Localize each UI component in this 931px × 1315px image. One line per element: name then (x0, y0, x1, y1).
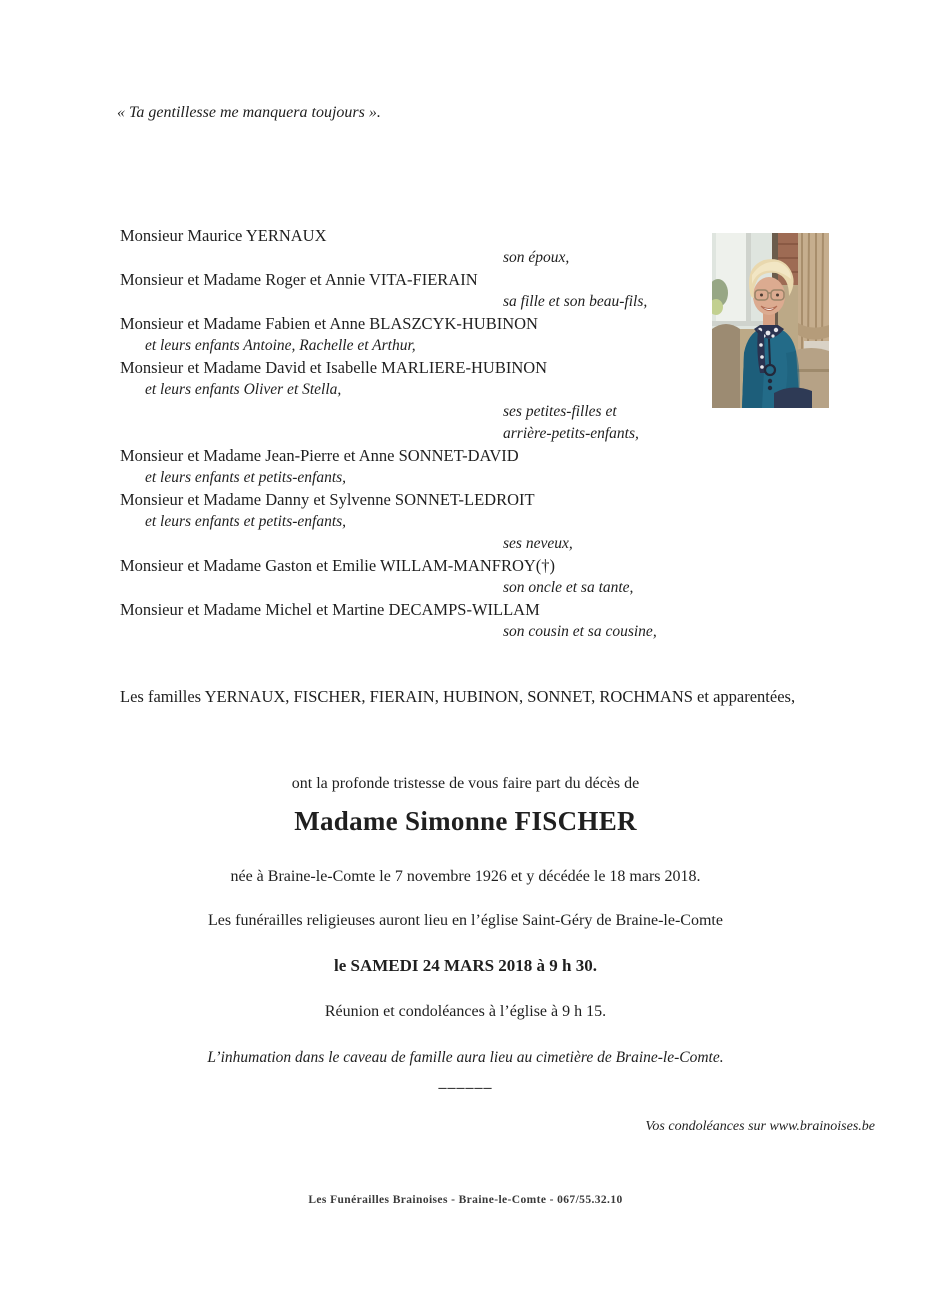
family-line: Monsieur et Madame Jean-Pierre et Anne SONNET-DAVID (120, 446, 519, 465)
family-line: Monsieur et Madame Danny et Sylvenne SONNET-LEDROIT (120, 490, 535, 509)
family-line: son oncle et sa tante, (503, 579, 634, 596)
separator-line: ______ (438, 1074, 493, 1091)
family-line: et leurs enfants et petits-enfants, (145, 513, 347, 530)
family-line: ses neveux, (503, 535, 573, 552)
deceased-name: Madame Simonne FISCHER (294, 806, 637, 836)
family-line: ses petites-filles et (503, 403, 617, 420)
family-line: Monsieur et Madame Michel et Martine DECAMPS-WILLAM (120, 600, 540, 619)
birth-death-line: née à Braine-le-Comte le 7 novembre 1926 et y décédée le 18 mars 2018. (230, 868, 701, 885)
family-line: et leurs enfants Antoine, Rachelle et Arthur, (145, 337, 416, 354)
portrait-photo-illustration (712, 233, 829, 408)
family-line: sa fille et son beau-fils, (503, 293, 648, 310)
family-line: et leurs enfants et petits-enfants, (145, 469, 347, 486)
family-line: Monsieur et Madame Gaston et Emilie WILLAM-MANFROY(†) (120, 556, 556, 575)
burial-line: L’inhumation dans le caveau de famille aura lieu au cimetière de Braine-le-Comte. (207, 1049, 724, 1066)
family-line: et leurs enfants Oliver et Stella, (145, 381, 342, 398)
gathering-line: Réunion et condoléances à l’église à 9 h 15. (324, 1003, 607, 1020)
announcement-intro: ont la profonde tristesse de vous faire part du décès de (291, 775, 640, 792)
funeral-line: Les funérailles religieuses auront lieu en l’église Saint-Géry de Braine-le-Comte (208, 912, 723, 929)
family-list (120, 225, 700, 643)
family-line: Monsieur et Madame Roger et Annie VITA-FIERAIN (120, 270, 478, 289)
family-line: Monsieur et Madame Fabien et Anne BLASZCYK-HUBINON (120, 314, 538, 333)
memorial-quote: « Ta gentillesse me manquera toujours ». (117, 104, 381, 121)
funeral-date-line: le SAMEDI 24 MARS 2018 à 9 h 30. (333, 956, 598, 975)
funeral-home-footer: Les Funérailles Brainoises - Braine-le-Comte - 067/55.32.10 (308, 1194, 623, 1206)
family-line: son époux, (503, 249, 570, 266)
family-line: Monsieur et Madame David et Isabelle MARLIERE-HUBINON (120, 358, 548, 377)
family-line: arrière-petits-enfants, (503, 425, 639, 442)
family-line: son cousin et sa cousine, (503, 623, 657, 640)
families-line: Les familles YERNAUX, FISCHER, FIERAIN, HUBINON, SONNET, ROCHMANS et apparentées, (120, 687, 796, 706)
family-line: Monsieur Maurice YERNAUX (120, 226, 327, 245)
portrait-photo (712, 233, 829, 408)
condolences-line: Vos condoléances sur www.brainoises.be (645, 1119, 875, 1134)
